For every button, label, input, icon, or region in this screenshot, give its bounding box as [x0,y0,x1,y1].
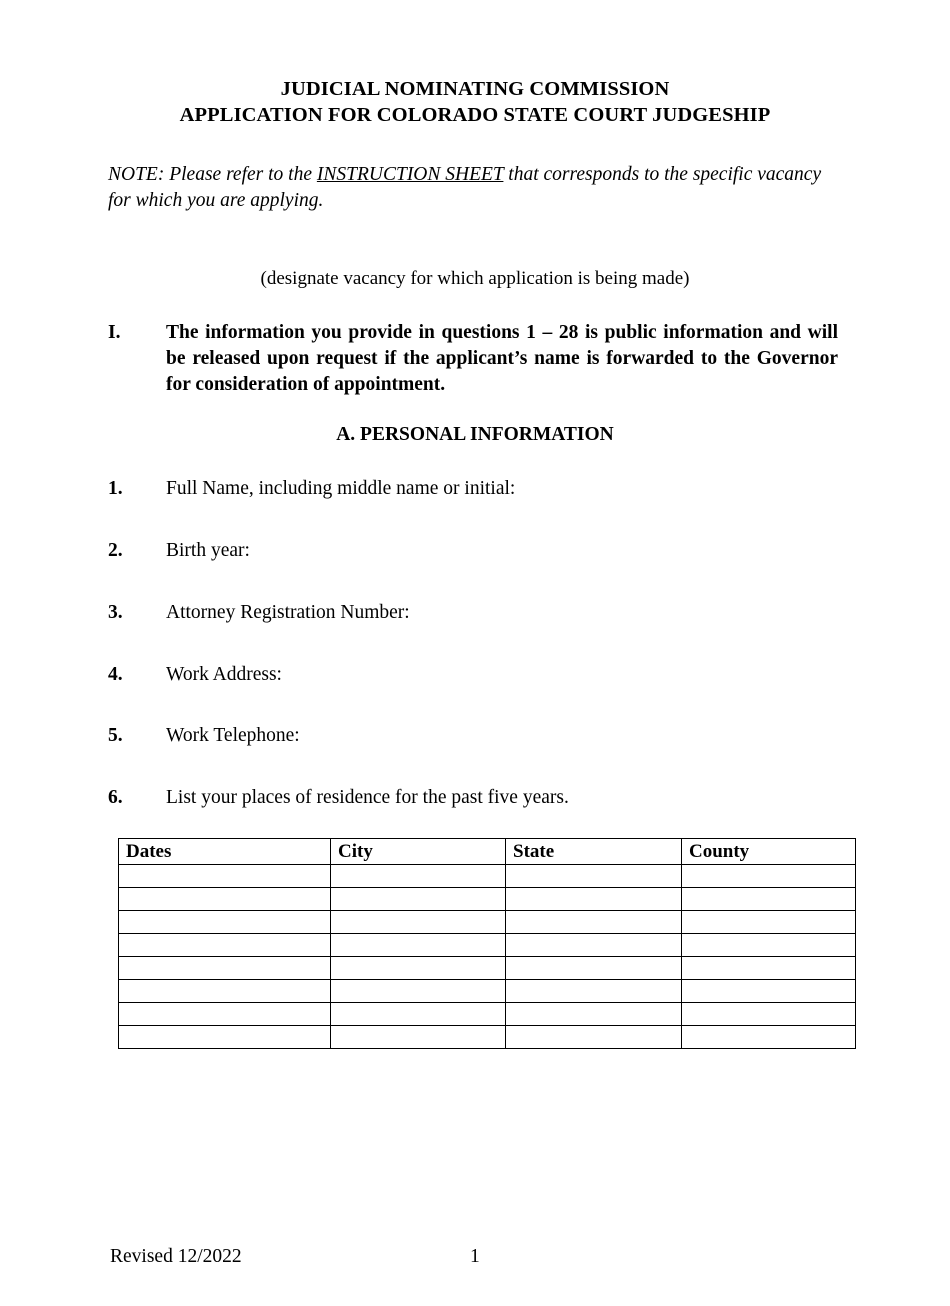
page-number: 1 [470,1246,480,1267]
cell-state[interactable] [506,1026,682,1049]
revision-label: Revised 12/2022 [110,1246,242,1267]
table-row [119,1026,856,1049]
table-header-row [119,839,856,865]
table-row [119,911,856,934]
question-5-text: Work Telephone: [166,725,300,747]
cell-dates[interactable] [119,888,331,911]
cell-county[interactable] [682,888,856,911]
cell-city[interactable] [331,888,506,911]
instruction-note [108,162,838,214]
table-row [119,980,856,1003]
cell-dates[interactable] [119,865,331,888]
table-row [119,957,856,980]
question-2-text: Birth year: [166,540,250,562]
question-4-number: 4. [108,664,123,686]
cell-county[interactable] [682,911,856,934]
cell-dates[interactable] [119,911,331,934]
question-4-text: Work Address: [166,664,282,686]
question-5 [108,725,838,747]
cell-city[interactable] [331,957,506,980]
cell-dates[interactable] [119,957,331,980]
question-3-number: 3. [108,602,123,624]
cell-county[interactable] [682,934,856,957]
cell-dates[interactable] [119,934,331,957]
title-line-1: JUDICIAL NOMINATING COMMISSION [280,78,670,100]
question-6-number: 6. [108,787,123,809]
cell-city[interactable] [331,934,506,957]
column-header-state: State [506,839,682,865]
question-4 [108,664,838,686]
cell-city[interactable] [331,1026,506,1049]
table-row [119,888,856,911]
section-I-number: I. [108,322,121,344]
table-row [119,934,856,957]
table-row [119,865,856,888]
question-6-text: List your places of residence for the past five years. [166,787,569,809]
document-title [0,76,950,128]
title-line-2: APPLICATION FOR COLORADO STATE COURT JUDGESHIP [179,104,771,127]
question-3 [108,602,838,624]
note-prefix: NOTE: Please refer to the [108,164,317,186]
cell-county[interactable] [682,1026,856,1049]
instruction-sheet-link[interactable]: INSTRUCTION SHEET [316,164,504,186]
cell-state[interactable] [506,934,682,957]
question-3-text: Attorney Registration Number: [166,602,410,624]
cell-state[interactable] [506,888,682,911]
section-I [108,320,838,398]
column-header-dates: Dates [119,839,331,865]
document-page [0,76,950,1306]
column-header-city: City [331,839,506,865]
cell-city[interactable] [331,911,506,934]
question-2-number: 2. [108,540,123,562]
residence-table [118,838,856,1049]
cell-dates[interactable] [119,1003,331,1026]
cell-county[interactable] [682,957,856,980]
cell-dates[interactable] [119,1026,331,1049]
note-suffix: that corresponds to the specific vacancy for which you are applying. [108,164,822,212]
cell-state[interactable] [506,957,682,980]
subsection-A-heading: A. PERSONAL INFORMATION [336,424,614,446]
question-2 [108,540,838,562]
question-1 [108,478,838,500]
cell-county[interactable] [682,1003,856,1026]
table-row [119,1003,856,1026]
cell-county[interactable] [682,865,856,888]
question-1-text: Full Name, including middle name or initial: [166,478,516,500]
question-5-number: 5. [108,725,123,747]
column-header-county: County [682,839,856,865]
question-6 [108,787,838,809]
cell-county[interactable] [682,980,856,1003]
cell-state[interactable] [506,911,682,934]
cell-state[interactable] [506,980,682,1003]
cell-city[interactable] [331,1003,506,1026]
cell-dates[interactable] [119,980,331,1003]
cell-state[interactable] [506,865,682,888]
cell-state[interactable] [506,1003,682,1026]
section-I-text: The information you provide in questions 1 – 28 is public information and will be released upon request if the applicant’s name is forwarded to the Governor for consideration of appointment. [166,322,838,396]
vacancy-designation-caption: (designate vacancy for which application is being made) [260,268,690,290]
cell-city[interactable] [331,865,506,888]
question-1-number: 1. [108,478,123,500]
cell-city[interactable] [331,980,506,1003]
